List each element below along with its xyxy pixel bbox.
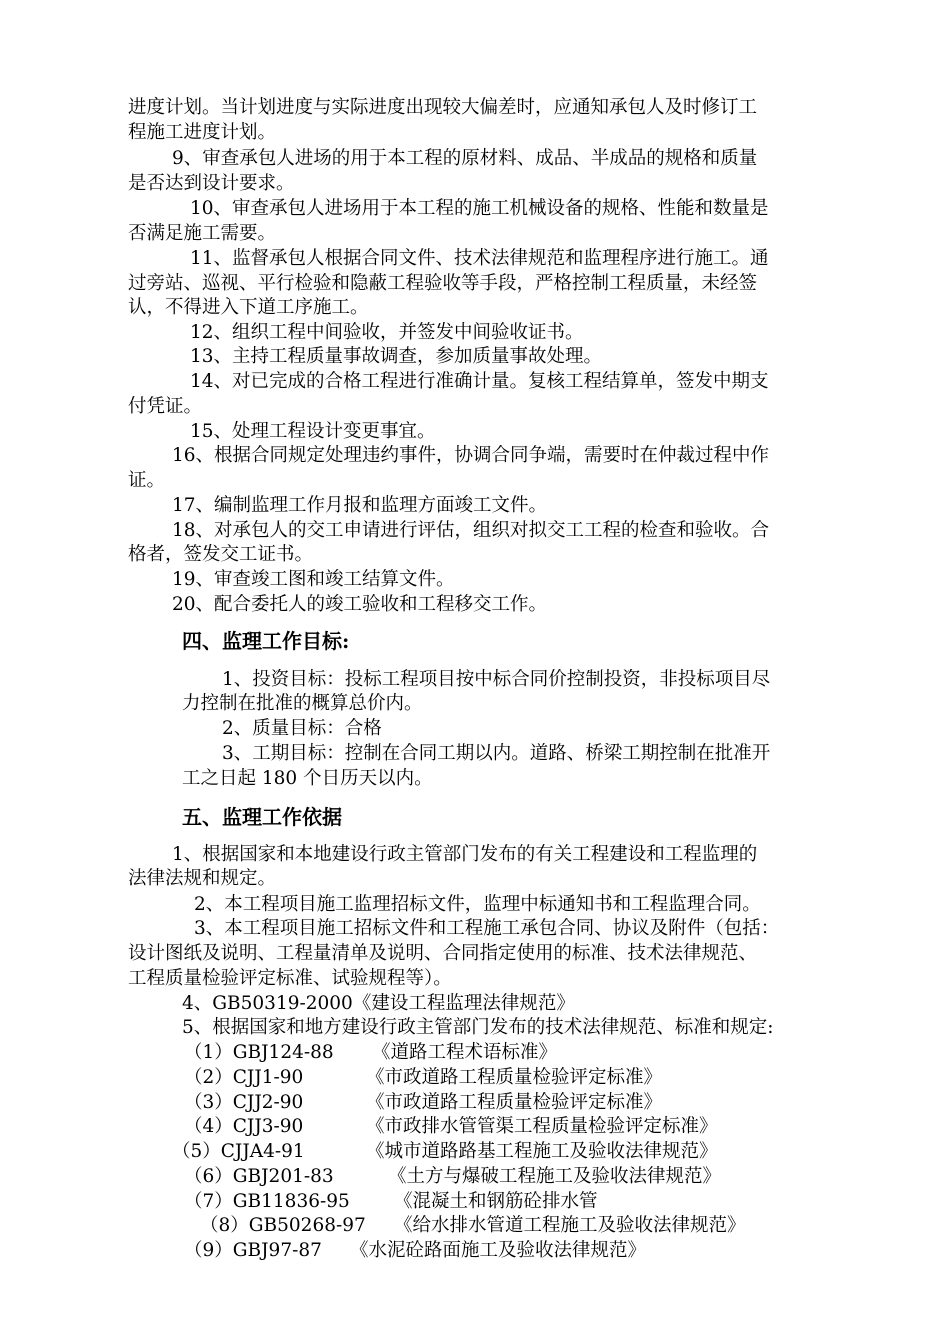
standard-title: 《土方与爆破工程施工及验收法律规范》	[388, 1166, 722, 1187]
text-line: 4、GB50319-2000《建设工程监理法律规范》	[182, 993, 575, 1014]
standard-code: （4）CJJ3-90	[184, 1116, 304, 1137]
text-line: 工之日起 180 个日历天以内。	[182, 768, 433, 789]
standard-code: （9）GBJ97-87	[184, 1240, 322, 1261]
section-heading: 五、监理工作依据	[182, 805, 342, 829]
text-line: 5、根据国家和地方建设行政主管部门发布的技术法律规范、标准和规定:	[182, 1017, 774, 1038]
text-line: 13、主持工程质量事故调查，参加质量事故处理。	[190, 346, 603, 367]
text-line: 20、配合委托人的竣工验收和工程移交工作。	[172, 594, 548, 615]
text-line: 17、编制监理工作月报和监理方面竣工文件。	[172, 495, 548, 516]
text-line: 12、组织工程中间验收，并签发中间验收证书。	[190, 322, 584, 343]
text-line: 设计图纸及说明、工程量清单及说明、合同指定使用的标准、技术法律规范、	[128, 943, 758, 964]
standard-code: （5）CJJA4-91	[172, 1141, 305, 1162]
text-line: 11、监督承包人根据合同文件、技术法律规范和监理程序进行施工。通	[190, 248, 769, 269]
text-line: 1、根据国家和本地建设行政主管部门发布的有关工程建设和工程监理的	[172, 844, 758, 865]
text-line: 否满足施工需要。	[128, 223, 277, 244]
section-heading: 四、监理工作目标:	[182, 629, 350, 653]
text-line: 认，不得进入下道工序施工。	[128, 297, 369, 318]
standard-code: （8）GB50268-97	[200, 1215, 366, 1236]
text-line: 1、投资目标：投标工程项目按中标合同价控制投资，非投标项目尽	[222, 669, 771, 690]
standard-title: 《混凝土和钢筋砼排水管	[394, 1191, 598, 1212]
standard-code: （2）CJJ1-90	[184, 1067, 304, 1088]
standard-code: （6）GBJ201-83	[184, 1166, 334, 1187]
text-line: 19、审查竣工图和竣工结算文件。	[172, 569, 455, 590]
text-line: 法律法规和规定。	[128, 868, 277, 889]
text-line: 2、本工程项目施工监理招标文件，监理中标通知书和工程监理合同。	[194, 894, 761, 915]
standard-title: 《市政排水管管渠工程质量检验评定标准》	[366, 1116, 718, 1137]
standard-code: （1）GBJ124-88	[184, 1042, 334, 1063]
standard-code: （3）CJJ2-90	[184, 1092, 304, 1113]
text-line: 9、审查承包人进场的用于本工程的原材料、成品、半成品的规格和质量	[172, 148, 758, 169]
text-line: 2、质量目标：合格	[222, 718, 382, 739]
standard-title: 《水泥砼路面施工及验收法律规范》	[350, 1240, 647, 1261]
standard-title: 《市政道路工程质量检验评定标准》	[366, 1092, 663, 1113]
standard-title: 《市政道路工程质量检验评定标准》	[366, 1067, 663, 1088]
standard-title: 《城市道路路基工程施工及验收法律规范》	[366, 1141, 718, 1162]
text-line: 16、根据合同规定处理违约事件，协调合同争端，需要时在仲裁过程中作	[172, 445, 770, 466]
text-line: 工程质量检验评定标准、试验规程等）。	[128, 968, 452, 989]
text-line: 14、对已完成的合格工程进行准确计量。复核工程结算单，签发中期支	[190, 371, 769, 392]
text-line: 18、对承包人的交工申请进行评估，组织对拟交工工程的检查和验收。合	[172, 520, 770, 541]
text-line: 10、审查承包人进场用于本工程的施工机械设备的规格、性能和数量是	[190, 198, 769, 219]
text-line: 力控制在批准的概算总价内。	[182, 693, 423, 714]
text-line: 3、本工程项目施工招标文件和工程施工承包合同、协议及附件（包括：	[194, 918, 780, 939]
text-line: 进度计划。当计划进度与实际进度出现较大偏差时，应通知承包人及时修订工	[128, 97, 758, 118]
text-line: 过旁站、巡视、平行检验和隐蔽工程验收等手段，严格控制工程质量，未经签	[128, 273, 758, 294]
standard-title: 《给水排水管道工程施工及验收法律规范》	[394, 1215, 746, 1236]
standard-code: （7）GB11836-95	[184, 1191, 350, 1212]
text-line: 程施工进度计划。	[128, 122, 277, 143]
text-line: 是否达到设计要求。	[128, 173, 295, 194]
text-line: 付凭证。	[128, 396, 203, 417]
text-line: 15、处理工程设计变更事宜。	[190, 421, 436, 442]
text-line: 3、工期目标：控制在合同工期以内。道路、桥梁工期控制在批准开	[222, 743, 771, 764]
text-line: 证。	[128, 470, 166, 491]
text-line: 格者，签发交工证书。	[128, 544, 314, 565]
standard-title: 《道路工程术语标准》	[372, 1042, 558, 1063]
